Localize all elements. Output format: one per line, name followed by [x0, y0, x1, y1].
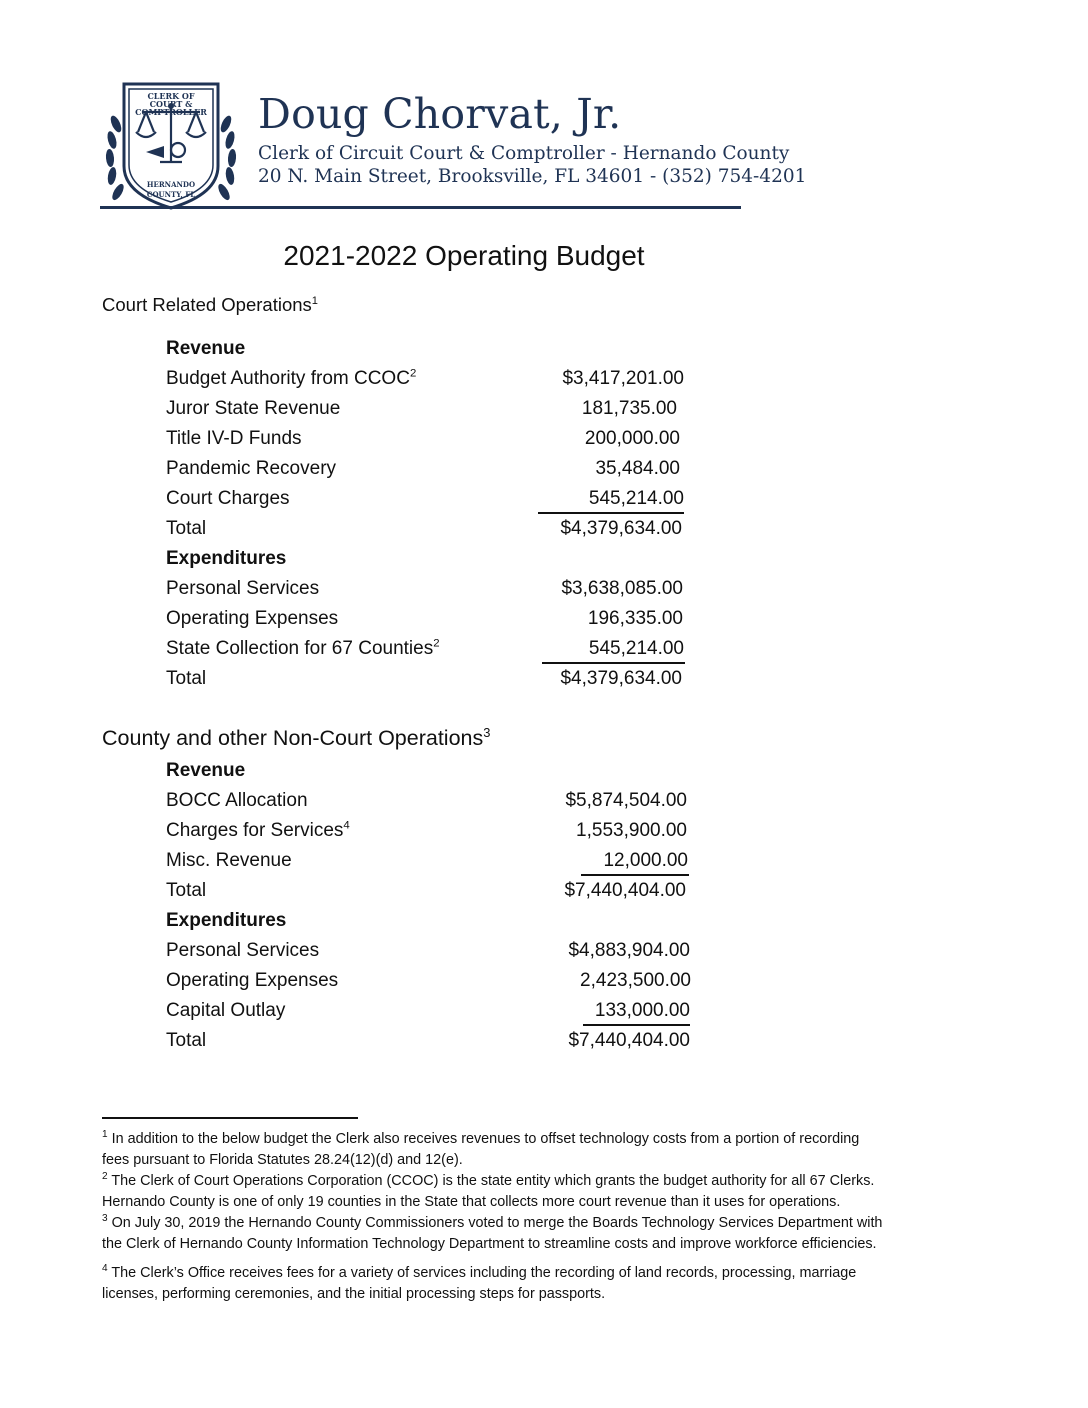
clerk-address: 20 N. Main Street, Brooksville, FL 34601 - (352) 754-4201: [258, 166, 807, 187]
budget-row: Misc. Revenue 12,000.00: [166, 850, 688, 871]
section-heading-county: County and other Non-Court Operations$^3$: [102, 724, 491, 750]
footnote-2: $^2$ The Clerk of Court Operations Corporation (CCOC) is the state entity which grants the budget authority for all 67 Clerks. Hernando County is one of only 19 counties in the State that collects more court revenue than it uses for operations.: [102, 1171, 875, 1210]
footnote-4: $^4$ The Clerk’s Office receives fees for a variety of services including the recording of land records, processing, marriage licenses, performing ceremonies, and the initial processing steps for passports.: [102, 1263, 857, 1302]
section-heading-court: Court Related Operations$^1$: [102, 294, 318, 315]
subtotal-underline: [542, 662, 685, 664]
footnote-ref: 3: [483, 724, 491, 740]
subtotal-underline: [583, 1024, 690, 1026]
budget-row: Pandemic Recovery 35,484.00: [166, 458, 680, 479]
footnote-ref: 2: [409, 367, 417, 380]
budget-total-row: Total $7,440,404.00: [166, 1030, 690, 1051]
budget-row: Capital Outlay 133,000.00: [166, 1000, 690, 1021]
budget-row: Personal Services $4,883,904.00: [166, 940, 690, 961]
budget-row: BOCC Allocation $5,874,504.00: [166, 790, 687, 811]
county-revenue-heading: Revenue: [166, 760, 246, 781]
budget-total-row: Total $4,379,634.00: [166, 668, 682, 689]
footnote-1: $^1$ In addition to the below budget the Clerk also receives revenues to offset technology costs from a portion of recording fees pursuant to Florida Statutes 28.24(12)(d) and 12(e).: [102, 1129, 860, 1168]
footnote-rule: [102, 1117, 358, 1119]
header-rule: [100, 206, 741, 209]
budget-total-row: Total $4,379,634.00: [166, 518, 682, 539]
subtotal-underline: [538, 512, 684, 514]
seal-top-text: CLERK OF COURT & COMPTROLLER: [135, 91, 207, 117]
budget-row: Personal Services $3,638,085.00: [166, 578, 683, 599]
subtotal-underline: [581, 874, 689, 876]
footnote-3: $^3$ On July 30, 2019 the Hernando County Commissioners voted to merge the Boards Technology Services Department with the Clerk of Hernando County Information Technology Department to streamline costs and improve workforce efficiencies.: [102, 1213, 883, 1252]
footnote-ref: 4: [343, 819, 350, 832]
court-revenue-heading: Revenue: [166, 338, 246, 359]
budget-row: Charges for Services$^4$ 1,553,900.00: [166, 819, 687, 841]
budget-row: Juror State Revenue 181,735.00: [166, 398, 677, 419]
budget-row: Operating Expenses 196,335.00: [166, 608, 683, 629]
footnote-ref: 1: [311, 294, 318, 307]
budget-row: Court Charges 545,214.00: [166, 488, 684, 509]
budget-row: State Collection for 67 Counties$^2$ 545,214.00: [166, 637, 684, 659]
seal-bottom-line1: HERNANDO: [146, 180, 196, 189]
clerk-seal-logo: [98, 70, 244, 212]
footnote-ref: 2: [433, 637, 440, 650]
seal-bottom-line2: COUNTY, FL: [146, 190, 196, 199]
budget-row: Budget Authority from CCOC$^2$ $3,417,201.00: [166, 367, 684, 389]
budget-total-row: Total $7,440,404.00: [166, 880, 686, 901]
county-expenditures-heading: Expenditures: [166, 910, 287, 931]
clerk-office: Clerk of Circuit Court & Comptroller - Hernando County: [258, 143, 790, 164]
court-expenditures-heading: Expenditures: [166, 548, 287, 569]
clerk-name: Doug Chorvat, Jr.: [258, 90, 622, 138]
budget-row: Title IV-D Funds 200,000.00: [166, 428, 680, 449]
document-title: 2021-2022 Operating Budget: [283, 240, 645, 271]
budget-row: Operating Expenses 2,423,500.00: [166, 970, 691, 991]
